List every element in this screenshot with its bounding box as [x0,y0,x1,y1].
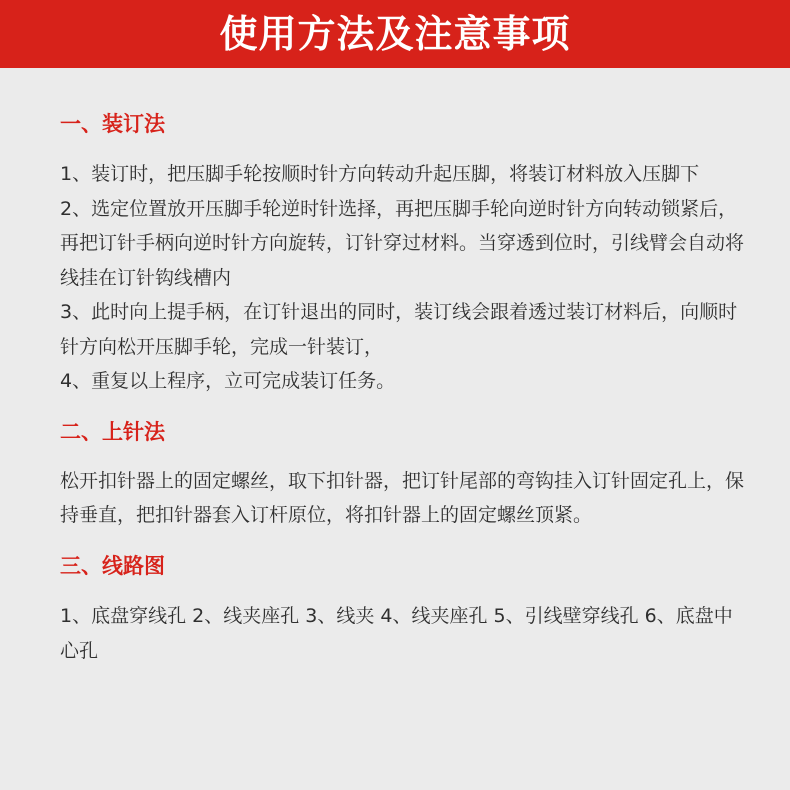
binding-step-4: 4、重复以上程序，立可完成装订任务。 [60,370,396,393]
section-binding-method [60,112,750,399]
binding-step-3: 3、此时向上提手柄，在订针退出的同时，装订线会跟着透过装订材料后，向顺时针方向松开压脚手轮，完成一针装订， [60,301,738,358]
page-title: 使用方法及注意事项 [219,12,571,56]
section-needle-install [60,420,750,533]
binding-step-1: 1、装订时，把压脚手轮按顺时针方向转动升起压脚，将装订材料放入压脚下 [60,163,700,186]
needle-instructions: 松开扣针器上的固定螺丝，取下扣针器，把订针尾部的弯钩挂入订针固定孔上，保持垂直，把扣针器套入订杆原位，将扣针器上的固定螺丝顶紧。 [60,469,745,527]
section-body-route [60,599,750,668]
route-parts-list: 1、底盘穿线孔 2、线夹座孔 3、线夹 4、线夹座孔 5、引线壁穿线孔 6、底盘中心孔 [60,605,733,662]
section-title-needle: 二、上针法 [60,419,165,444]
binding-step-2: 2、选定位置放开压脚手轮逆时针选择，再把压脚手轮向逆时针方向转动锁紧后，再把订针手柄向逆时针方向旋转，订针穿过材料。当穿透到位时，引线臂会自动将线挂在订针钩线槽内 [60,197,745,289]
section-title-route: 三、线路图 [60,553,165,578]
section-title-binding: 一、装订法 [60,112,165,136]
header-banner [0,0,790,68]
instructions-content [60,104,750,668]
section-body-binding [60,157,750,399]
section-thread-route [60,554,750,668]
section-body-needle [60,464,750,533]
